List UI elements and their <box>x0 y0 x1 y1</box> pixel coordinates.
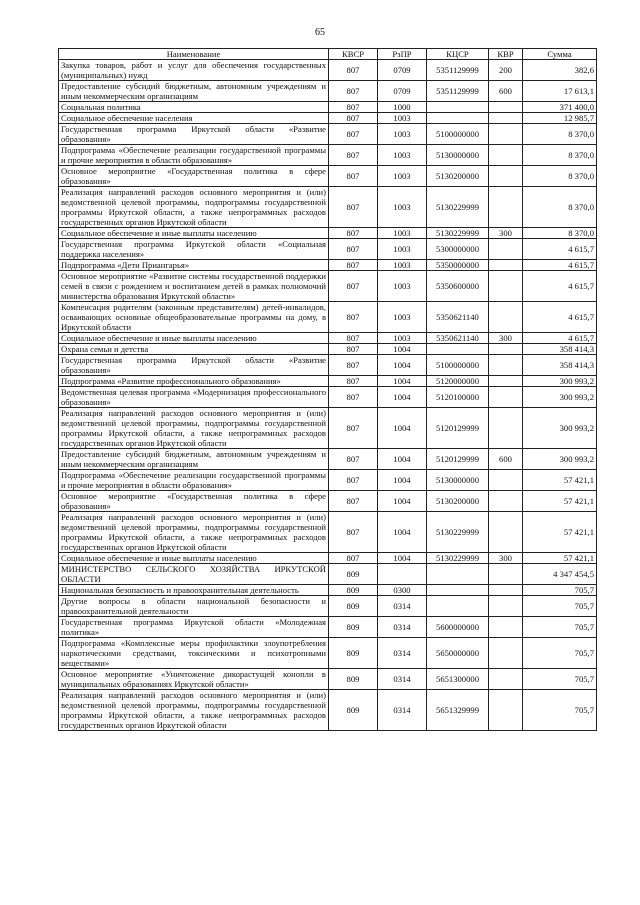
cell-rzpr: 1004 <box>378 512 427 553</box>
cell-rzpr: 1003 <box>378 187 427 228</box>
table-row <box>59 145 597 166</box>
cell-name: Подпрограмма «Обеспечение реализации государственной программы и прочие мероприятия в области образования» <box>59 470 329 491</box>
cell-sum: 4 615,7 <box>523 302 597 333</box>
cell-rzpr: 0709 <box>378 81 427 102</box>
cell-kvr <box>489 113 523 124</box>
header-rzpr: РзПР <box>378 49 427 60</box>
table-row <box>59 585 597 596</box>
cell-rzpr: 1003 <box>378 302 427 333</box>
table-row <box>59 187 597 228</box>
cell-rzpr: 0709 <box>378 60 427 81</box>
cell-kvr: 300 <box>489 228 523 239</box>
cell-sum: 300 993,2 <box>523 449 597 470</box>
cell-sum: 8 370,0 <box>523 145 597 166</box>
cell-kvsr: 807 <box>329 470 378 491</box>
cell-kvsr: 809 <box>329 669 378 690</box>
table-row <box>59 302 597 333</box>
cell-kvr <box>489 166 523 187</box>
cell-kvr <box>489 344 523 355</box>
cell-rzpr: 0314 <box>378 596 427 617</box>
cell-kvr <box>489 596 523 617</box>
cell-kvsr: 807 <box>329 302 378 333</box>
table-row <box>59 81 597 102</box>
cell-kvr <box>489 302 523 333</box>
cell-rzpr: 1003 <box>378 166 427 187</box>
cell-rzpr: 1003 <box>378 145 427 166</box>
cell-name: Социальное обеспечение населения <box>59 113 329 124</box>
cell-name: Социальное обеспечение и иные выплаты населению <box>59 228 329 239</box>
cell-rzpr: 1003 <box>378 113 427 124</box>
cell-kcsr <box>427 564 489 585</box>
cell-sum: 300 993,2 <box>523 408 597 449</box>
table-header-row <box>59 49 597 60</box>
cell-rzpr: 1004 <box>378 355 427 376</box>
cell-kvr <box>489 585 523 596</box>
cell-rzpr: 0314 <box>378 638 427 669</box>
cell-rzpr: 0314 <box>378 617 427 638</box>
table-row <box>59 449 597 470</box>
cell-name: Реализация направлений расходов основного мероприятия и (или) ведомственной целевой программы, подпрограммы государственной программы Иркутской области, а также непрограммных расходов государственных органов Иркутской области <box>59 512 329 553</box>
cell-name: Социальное обеспечение и иные выплаты населению <box>59 553 329 564</box>
cell-kvr: 600 <box>489 449 523 470</box>
cell-kcsr: 5120129999 <box>427 449 489 470</box>
cell-kvr <box>489 271 523 302</box>
cell-kvr <box>489 376 523 387</box>
table-row <box>59 564 597 585</box>
cell-kvr <box>489 512 523 553</box>
cell-name: Подпрограмма «Обеспечение реализации государственной программы и прочие мероприятия в области образования» <box>59 145 329 166</box>
cell-rzpr: 1000 <box>378 102 427 113</box>
cell-kcsr: 5651300000 <box>427 669 489 690</box>
cell-kcsr: 5350600000 <box>427 271 489 302</box>
table-row <box>59 387 597 408</box>
cell-kcsr <box>427 102 489 113</box>
cell-kvsr: 807 <box>329 355 378 376</box>
table-row <box>59 638 597 669</box>
cell-kcsr <box>427 596 489 617</box>
cell-kvsr: 807 <box>329 124 378 145</box>
cell-sum: 705,7 <box>523 596 597 617</box>
cell-name: Предоставление субсидий бюджетным, автономным учреждениям и иным некоммерческим организациям <box>59 449 329 470</box>
cell-sum: 358 414,3 <box>523 355 597 376</box>
cell-kvr <box>489 470 523 491</box>
table-row <box>59 512 597 553</box>
cell-kcsr: 5130000000 <box>427 145 489 166</box>
cell-sum: 705,7 <box>523 638 597 669</box>
table-row <box>59 355 597 376</box>
cell-name: Компенсация родителям (законным представителям) детей-инвалидов, осваивающих основные общеобразовательные программы на дому, в Иркутской области <box>59 302 329 333</box>
table-row <box>59 690 597 731</box>
cell-sum: 4 615,7 <box>523 333 597 344</box>
table-row <box>59 271 597 302</box>
cell-kvsr: 807 <box>329 387 378 408</box>
cell-name: МИНИСТЕРСТВО СЕЛЬСКОГО ХОЗЯЙСТВА ИРКУТСКОЙ ОБЛАСТИ <box>59 564 329 585</box>
cell-kvr <box>489 260 523 271</box>
cell-sum: 4 615,7 <box>523 239 597 260</box>
cell-kvsr: 807 <box>329 376 378 387</box>
cell-sum: 358 414,3 <box>523 344 597 355</box>
cell-kcsr: 5350621140 <box>427 333 489 344</box>
cell-rzpr: 1004 <box>378 344 427 355</box>
cell-name: Социальное обеспечение и иные выплаты населению <box>59 333 329 344</box>
cell-rzpr: 1003 <box>378 228 427 239</box>
page-number: 65 <box>315 27 325 38</box>
table-row <box>59 60 597 81</box>
cell-kcsr: 5300000000 <box>427 239 489 260</box>
cell-sum: 4 615,7 <box>523 260 597 271</box>
cell-kvr <box>489 638 523 669</box>
cell-kvsr: 809 <box>329 564 378 585</box>
cell-name: Закупка товаров, работ и услуг для обеспечения государственных (муниципальных) нужд <box>59 60 329 81</box>
table-row <box>59 669 597 690</box>
cell-kvsr: 807 <box>329 81 378 102</box>
cell-name: Государственная программа Иркутской области «Развитие образования» <box>59 355 329 376</box>
cell-kvsr: 809 <box>329 690 378 731</box>
table-row <box>59 260 597 271</box>
cell-name: Реализация направлений расходов основного мероприятия и (или) ведомственной целевой программы, подпрограммы государственной программы Иркутской области, а также непрограммных расходов государственных органов Иркутской области <box>59 690 329 731</box>
cell-kcsr: 5351129999 <box>427 81 489 102</box>
cell-name: Основное мероприятие «Государственная политика в сфере образования» <box>59 166 329 187</box>
cell-kcsr: 5651329999 <box>427 690 489 731</box>
cell-kvr <box>489 124 523 145</box>
cell-kvr <box>489 387 523 408</box>
header-sum: Сумма <box>523 49 597 60</box>
cell-kcsr: 5130200000 <box>427 166 489 187</box>
table-row <box>59 333 597 344</box>
cell-sum: 17 613,1 <box>523 81 597 102</box>
table-row <box>59 491 597 512</box>
cell-sum: 4 615,7 <box>523 271 597 302</box>
header-kvsr: КВСР <box>329 49 378 60</box>
cell-sum: 8 370,0 <box>523 187 597 228</box>
cell-sum: 371 400,0 <box>523 102 597 113</box>
cell-sum: 300 993,2 <box>523 376 597 387</box>
cell-rzpr: 1003 <box>378 260 427 271</box>
cell-kcsr: 5130229999 <box>427 512 489 553</box>
cell-kvsr: 807 <box>329 333 378 344</box>
cell-sum: 705,7 <box>523 617 597 638</box>
cell-name: Другие вопросы в области национальной безопасности и правоохранительной деятельности <box>59 596 329 617</box>
cell-kvr: 300 <box>489 553 523 564</box>
cell-kvsr: 807 <box>329 449 378 470</box>
cell-kvsr: 809 <box>329 638 378 669</box>
table-row <box>59 102 597 113</box>
cell-rzpr: 0314 <box>378 690 427 731</box>
table-row <box>59 376 597 387</box>
table-row <box>59 596 597 617</box>
cell-kvr <box>489 145 523 166</box>
cell-kcsr: 5130229999 <box>427 187 489 228</box>
cell-kcsr <box>427 113 489 124</box>
cell-kvsr: 807 <box>329 113 378 124</box>
cell-kvr <box>489 491 523 512</box>
cell-kcsr: 5130000000 <box>427 470 489 491</box>
cell-rzpr: 1004 <box>378 376 427 387</box>
cell-name: Подпрограмма «Дети Приангарья» <box>59 260 329 271</box>
cell-kcsr: 5120000000 <box>427 376 489 387</box>
cell-kcsr: 5100000000 <box>427 124 489 145</box>
table-row <box>59 408 597 449</box>
cell-sum: 57 421,1 <box>523 470 597 491</box>
table-body <box>59 60 597 731</box>
cell-kvsr: 807 <box>329 228 378 239</box>
cell-kvsr: 807 <box>329 271 378 302</box>
cell-kvr <box>489 187 523 228</box>
cell-sum: 8 370,0 <box>523 166 597 187</box>
table-row <box>59 470 597 491</box>
cell-sum: 705,7 <box>523 585 597 596</box>
cell-kvsr: 807 <box>329 166 378 187</box>
budget-table <box>58 48 597 731</box>
cell-rzpr: 1004 <box>378 470 427 491</box>
table-row <box>59 553 597 564</box>
cell-kvr: 600 <box>489 81 523 102</box>
cell-name: Социальная политика <box>59 102 329 113</box>
cell-rzpr: 1004 <box>378 408 427 449</box>
cell-sum: 4 347 454,5 <box>523 564 597 585</box>
cell-name: Реализация направлений расходов основного мероприятия и (или) ведомственной целевой программы, подпрограммы государственной программы Иркутской области, а также непрограммных расходов государственных органов Иркутской области <box>59 408 329 449</box>
cell-kvr <box>489 617 523 638</box>
table-row <box>59 617 597 638</box>
cell-name: Основное мероприятие «Развитие системы государственной поддержки семей в связи с рождением и воспитанием детей в рамках полномочий министерства образования Иркутской области» <box>59 271 329 302</box>
cell-name: Подпрограмма «Развитие профессионального образования» <box>59 376 329 387</box>
cell-kvsr: 809 <box>329 585 378 596</box>
cell-name: Государственная программа Иркутской области «Молодежная политика» <box>59 617 329 638</box>
cell-kvr <box>489 690 523 731</box>
cell-kcsr <box>427 585 489 596</box>
cell-kcsr: 5130229999 <box>427 553 489 564</box>
cell-kvsr: 807 <box>329 239 378 260</box>
cell-kvsr: 809 <box>329 596 378 617</box>
cell-kcsr: 5650000000 <box>427 638 489 669</box>
cell-sum: 705,7 <box>523 690 597 731</box>
table-row <box>59 239 597 260</box>
cell-rzpr: 0300 <box>378 585 427 596</box>
cell-rzpr: 1004 <box>378 553 427 564</box>
cell-kvsr: 807 <box>329 60 378 81</box>
cell-kcsr: 5130200000 <box>427 491 489 512</box>
table-row <box>59 124 597 145</box>
cell-sum: 57 421,1 <box>523 491 597 512</box>
cell-kcsr: 5600000000 <box>427 617 489 638</box>
cell-kvsr: 807 <box>329 491 378 512</box>
cell-sum: 300 993,2 <box>523 387 597 408</box>
table-row <box>59 113 597 124</box>
cell-kvsr: 807 <box>329 553 378 564</box>
cell-name: Предоставление субсидий бюджетным, автономным учреждениям и иным некоммерческим организациям <box>59 81 329 102</box>
cell-rzpr: 1004 <box>378 387 427 408</box>
cell-name: Государственная программа Иркутской области «Социальная поддержка населения» <box>59 239 329 260</box>
cell-kcsr: 5120100000 <box>427 387 489 408</box>
cell-sum: 12 985,7 <box>523 113 597 124</box>
cell-rzpr: 0314 <box>378 669 427 690</box>
cell-kvsr: 807 <box>329 344 378 355</box>
cell-name: Подпрограмма «Комплексные меры профилактики злоупотребления наркотическими средствами, токсическими и психотропными веществами» <box>59 638 329 669</box>
cell-kvr: 300 <box>489 333 523 344</box>
cell-kvsr: 807 <box>329 187 378 228</box>
cell-kvr <box>489 408 523 449</box>
header-kcsr: КЦСР <box>427 49 489 60</box>
cell-sum: 705,7 <box>523 669 597 690</box>
cell-rzpr: 1003 <box>378 124 427 145</box>
cell-name: Реализация направлений расходов основного мероприятия и (или) ведомственной целевой программы, подпрограммы государственной программы Иркутской области, а также непрограммных расходов государственных органов Иркутской области <box>59 187 329 228</box>
cell-kvsr: 807 <box>329 260 378 271</box>
cell-name: Ведомственная целевая программа «Модернизация профессионального образования» <box>59 387 329 408</box>
cell-kcsr: 5351129999 <box>427 60 489 81</box>
cell-kcsr: 5350621140 <box>427 302 489 333</box>
cell-sum: 8 370,0 <box>523 228 597 239</box>
cell-kcsr: 5120129999 <box>427 408 489 449</box>
cell-name: Государственная программа Иркутской области «Развитие образования» <box>59 124 329 145</box>
table-row <box>59 344 597 355</box>
cell-name: Основное мероприятие «Государственная политика в сфере образования» <box>59 491 329 512</box>
cell-kvr <box>489 239 523 260</box>
header-name: Наименование <box>59 49 329 60</box>
cell-sum: 8 370,0 <box>523 124 597 145</box>
cell-rzpr: 1003 <box>378 271 427 302</box>
cell-kvsr: 809 <box>329 617 378 638</box>
cell-rzpr <box>378 564 427 585</box>
cell-kcsr: 5350000000 <box>427 260 489 271</box>
cell-rzpr: 1004 <box>378 491 427 512</box>
cell-name: Основное мероприятие «Уничтожение дикорастущей конопли в муниципальных образованиях Иркутской области» <box>59 669 329 690</box>
cell-sum: 382,6 <box>523 60 597 81</box>
cell-kvr <box>489 669 523 690</box>
cell-kvr: 200 <box>489 60 523 81</box>
table-row <box>59 228 597 239</box>
cell-kvr <box>489 355 523 376</box>
table-row <box>59 166 597 187</box>
cell-kvsr: 807 <box>329 145 378 166</box>
cell-kvsr: 807 <box>329 512 378 553</box>
cell-sum: 57 421,1 <box>523 553 597 564</box>
cell-kcsr: 5130229999 <box>427 228 489 239</box>
cell-kcsr: 5100000000 <box>427 355 489 376</box>
cell-rzpr: 1004 <box>378 449 427 470</box>
cell-kvsr: 807 <box>329 408 378 449</box>
cell-kvr <box>489 564 523 585</box>
cell-kvr <box>489 102 523 113</box>
cell-name: Национальная безопасность и правоохранительная деятельность <box>59 585 329 596</box>
cell-rzpr: 1003 <box>378 333 427 344</box>
cell-name: Охрана семьи и детства <box>59 344 329 355</box>
header-kvr: КВР <box>489 49 523 60</box>
cell-kvsr: 807 <box>329 102 378 113</box>
cell-kcsr <box>427 344 489 355</box>
cell-rzpr: 1003 <box>378 239 427 260</box>
cell-sum: 57 421,1 <box>523 512 597 553</box>
